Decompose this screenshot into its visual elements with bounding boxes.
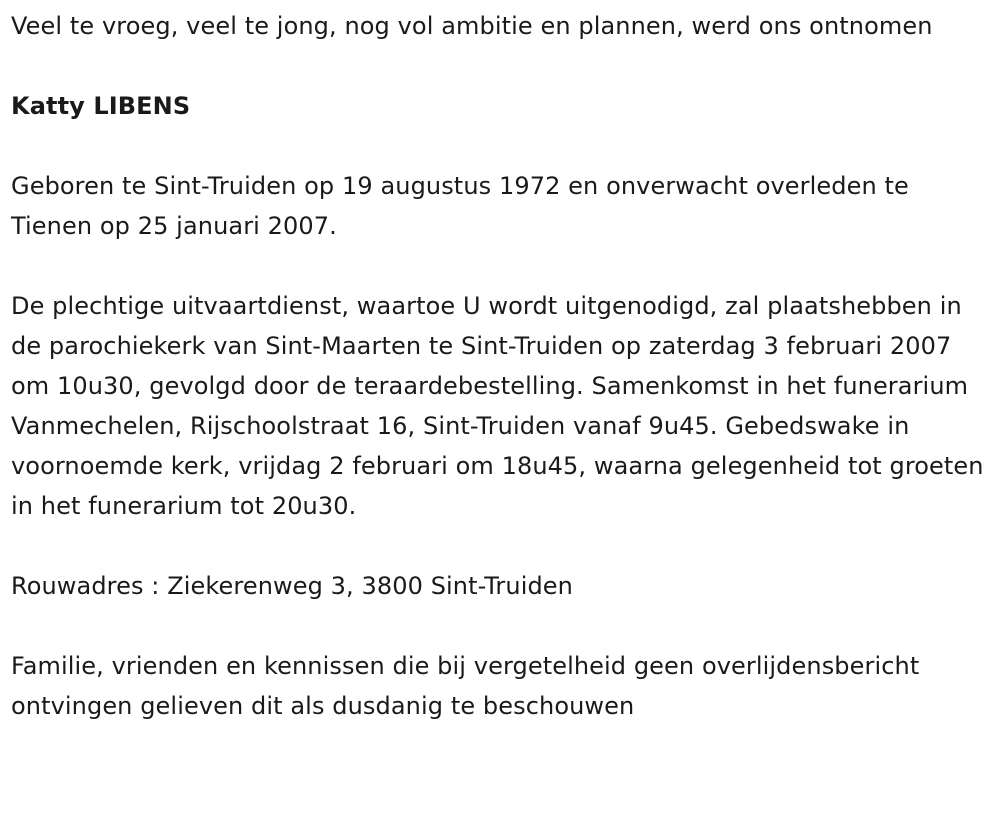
closing-text: Familie, vrienden en kennissen die bij vergetelheid geen overlijdensbericht ontvingen gelieven dit als dusdanig te beschouwen [11,652,920,720]
obituary-notice [11,6,986,726]
mourning-address: Rouwadres : Ziekerenweg 3, 3800 Sint-Truiden [11,572,573,600]
birth-death-text: Geboren te Sint-Truiden op 19 augustus 1972 en onverwacht overleden te Tienen op 25 januari 2007. [11,172,909,240]
funeral-service-text: De plechtige uitvaartdienst, waartoe U wordt uitgenodigd, zal plaatshebben in de parochiekerk van Sint-Maarten te Sint-Truiden op zaterdag 3 februari 2007 om 10u30, gevolgd door de teraardebestelling. Samenkomst in het funerarium Vanmechelen, Rijschoolstraat 16, Sint-Truiden vanaf 9u45. Gebedswake in voornoemde kerk, vrijdag 2 februari om 18u45, waarna gelegenheid tot groeten in het funerarium tot 20u30. [11,292,984,520]
deceased-name: Katty LIBENS [11,92,191,120]
intro-text: Veel te vroeg, veel te jong, nog vol ambitie en plannen, werd ons ontnomen [11,12,933,40]
